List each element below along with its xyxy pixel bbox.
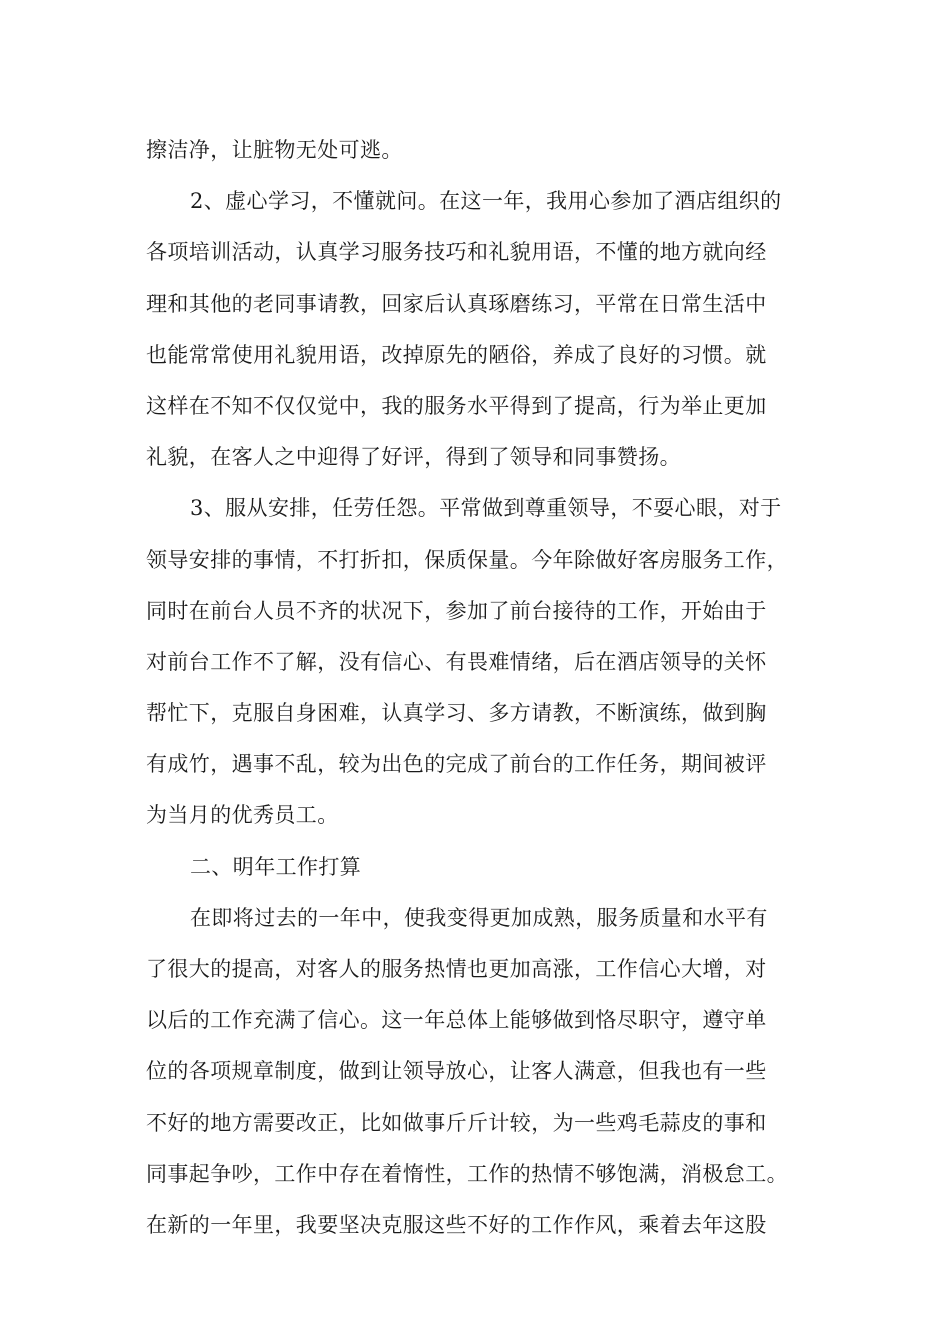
text-line: 这样在不知不仅仅觉中，我的服务水平得到了提高，行为举止更加 [146, 393, 767, 418]
text-line: 不好的地方需要改正，比如做事斤斤计较，为一些鸡毛蒜皮的事和 [146, 1110, 767, 1135]
text-line: 礼貌，在客人之中迎得了好评，得到了领导和同事赞扬。 [146, 445, 681, 470]
text-line: 在即将过去的一年中，使我变得更加成熟，服务质量和水平有 [190, 905, 768, 930]
text-line: 擦洁净，让脏物无处可逃。 [146, 138, 403, 162]
text-line: 为当月的优秀员工。 [146, 803, 339, 828]
text-line: 也能常常使用礼貌用语，改掉原先的陋俗，养成了良好的习惯。就 [146, 342, 767, 367]
text-line: 理和其他的老同事请教，回家后认真琢磨练习，平常在日常生活中 [146, 291, 767, 316]
text-line: 2、虚心学习，不懂就问。在这一年，我用心参加了酒店组织的 [190, 189, 782, 214]
text-line: 帮忙下，克服自身困难，认真学习、多方请教，不断演练，做到胸 [146, 701, 767, 726]
text-line: 同事起争吵，工作中存在着惰性，工作的热情不够饱满，消极怠工。 [146, 1161, 788, 1186]
text-line: 各项培训活动，认真学习服务技巧和礼貌用语，不懂的地方就向经 [146, 240, 767, 265]
text-line: 对前台工作不了解，没有信心、有畏难情绪，后在酒店领导的关怀 [146, 649, 767, 674]
document-body [146, 125, 826, 1251]
text-line: 以后的工作充满了信心。这一年总体上能够做到恪尽职守，遵守单 [146, 1008, 767, 1033]
text-line: 二、明年工作打算 [190, 854, 362, 879]
text-line: 了很大的提高，对客人的服务热情也更加高涨，工作信心大增，对 [146, 957, 767, 981]
text-line: 同时在前台人员不齐的状况下，参加了前台接待的工作，开始由于 [146, 598, 767, 623]
text-line: 位的各项规章制度，做到让领导放心，让客人满意，但我也有一些 [146, 1059, 767, 1084]
text-line: 3、服从安排，任劳任怨。平常做到尊重领导，不耍心眼，对于 [190, 496, 782, 521]
text-line: 有成竹，遇事不乱，较为出色的完成了前台的工作任务，期间被评 [146, 752, 767, 777]
text-line: 领导安排的事情，不打折扣，保质保量。今年除做好客房服务工作， [146, 547, 788, 572]
text-line: 在新的一年里，我要坚决克服这些不好的工作作风，乘着去年这股 [146, 1212, 767, 1237]
